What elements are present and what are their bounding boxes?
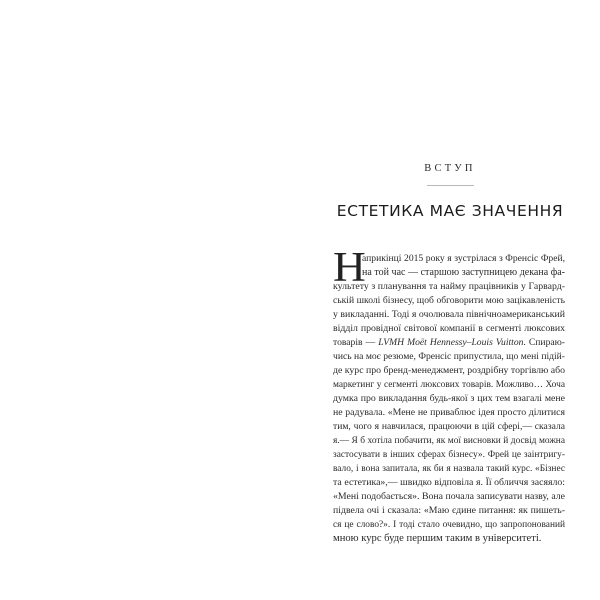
text-line: не радувала. «Мене не приваблює ідея просто ділитися — [333, 407, 565, 418]
text-line: думка про викладання будь-якої з цих тем взагалі мене — [333, 393, 565, 404]
text-line: маркетинг у сегменті люксових товарів. Можливо… Хоча — [333, 380, 565, 390]
text-line: підвела очі і сказала: «Маю єдине питання: як пишеть- — [333, 505, 565, 516]
drop-cap: Н — [333, 245, 366, 291]
text-line: та естетика»,— швидко відповіла я. Її обличчя засяяло: — [333, 477, 565, 488]
text-line: відділ провідної світової компанії в сегменті люксових — [333, 323, 565, 334]
text-line: «Мені подобається». Вона почала записувати назву, але — [333, 491, 565, 502]
text-line: у викладанні. Тоді я очолювала північноамериканський — [333, 309, 565, 320]
section-label: ВСТУП — [424, 163, 476, 174]
brand-name-italic: LVMH Moët Hennessy–Louis Vuitton — [378, 337, 524, 348]
text-line: ся це слово?». І тоді стало очевидно, що запропонований — [333, 520, 565, 530]
text-line: на той час — старшою заступницею декана фа- — [362, 267, 565, 278]
text-line: ській школі бізнесу, щоб обговорити мою зацікавленість — [333, 295, 565, 306]
text-line: застосувати в інших сферах бізнесу». Фрей це заінтригу- — [333, 450, 565, 460]
text-line: вало, і вона запитала, як би я назвала такий курс. «Бізнес — [333, 464, 565, 474]
text-line: мною курс буде першим таким в університеті. — [333, 533, 542, 544]
divider-rule — [427, 185, 474, 186]
chapter-title: ЕСТЕТИКА МАЄ ЗНАЧЕННЯ — [336, 202, 564, 220]
text-line: я.— Я б хотіла побачити, як мої висновки й досвід можна — [333, 436, 565, 446]
text-line: тим, чого я навчилася, працюючи в цій сфері,— сказала — [333, 421, 565, 432]
text-line: культету з планування та найму працівників у Гарвард- — [333, 281, 565, 292]
text-line: чись на моє резюме, Френсіс припустила, що мені підій- — [333, 351, 565, 362]
text-span: . Спираю- — [523, 337, 565, 348]
text-line: де курс про бренд-менеджмент, роздрібну торгівлю або — [333, 365, 565, 376]
text-span: товарів — — [333, 337, 379, 348]
text-line: априкінці 2015 року я зустрілася з Френсіс Фрей, — [362, 253, 565, 264]
text-line-mixed — [333, 336, 565, 350]
